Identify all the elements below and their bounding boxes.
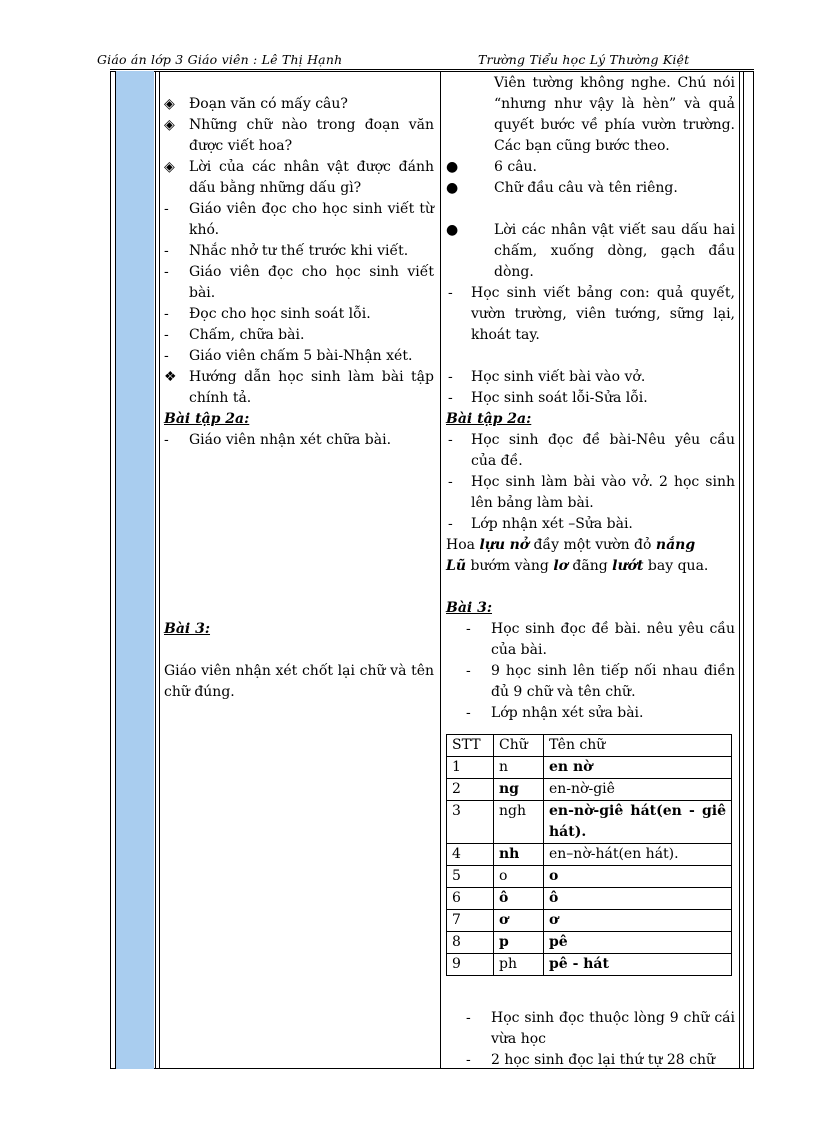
table-cell: 1 (447, 757, 494, 779)
table-row (447, 910, 732, 932)
list-item (446, 157, 735, 178)
dash-icon: - (164, 327, 169, 343)
table-cell: 7 (447, 910, 494, 932)
header-left: Giáo án lớp 3 Giáo viên : Lê Thị Hạnh (97, 52, 343, 67)
bullet-icon: ● (446, 180, 459, 196)
poem-emph: nắng (655, 537, 696, 553)
poem-emph: lướt (612, 558, 644, 574)
table-row (447, 801, 732, 844)
list-item-text: Giáo viên chấm 5 bài-Nhận xét. (189, 348, 413, 364)
diamond-icon: ◈ (164, 159, 175, 175)
table-cell: en–nờ-hát(en hát). (544, 844, 732, 866)
dash-icon: - (448, 516, 453, 532)
dash-icon: - (466, 663, 471, 679)
list-item (164, 346, 434, 367)
table-row (447, 888, 732, 910)
list-item (164, 430, 434, 451)
diamond-icon: ◈ (164, 96, 175, 112)
table-cell: ô (494, 888, 544, 910)
table-line (115, 71, 116, 1069)
list-item-text: Chấm, chữa bài. (189, 327, 305, 343)
list-item (164, 94, 434, 115)
list-item-text: Học sinh viết bảng con: quả quyết, vườn trường, viên tướng, sững lại, khoát tay. (471, 285, 735, 343)
table-cell: o (544, 866, 732, 888)
dash-icon: - (466, 621, 471, 637)
teacher-column (164, 73, 434, 703)
table-row (447, 954, 732, 976)
dash-icon: - (164, 432, 169, 448)
table-header-cell: Chữ (494, 735, 544, 757)
bullet-icon: ● (446, 159, 459, 175)
list-item (446, 1008, 735, 1050)
list-item (446, 178, 735, 199)
list-item (446, 220, 735, 283)
paragraph: Giáo viên nhận xét chốt lại chữ và tên chữ đúng. (164, 663, 434, 700)
table-row (447, 757, 732, 779)
section-heading: Bài 3: (446, 600, 493, 616)
dash-icon: - (448, 474, 453, 490)
table-cell: p (494, 932, 544, 954)
list-item-text: Học sinh soát lỗi-Sửa lỗi. (471, 390, 648, 406)
table-row (447, 866, 732, 888)
list-item (164, 304, 434, 325)
table-cell: en nờ (544, 757, 732, 779)
list-item-text: Giáo viên nhận xét chữa bài. (189, 432, 392, 448)
list-item (446, 661, 735, 703)
table-header-row (447, 735, 732, 757)
paragraph: Viên tường không nghe. Chú nói “nhưng như vậy là hèn” và quả quyết bước về phía vườn trường. Các bạn cũng bước theo. (494, 75, 735, 154)
list-item (446, 430, 735, 472)
table-line (440, 71, 441, 1069)
table-cell: ơ (494, 910, 544, 932)
list-item-text: Đọc cho học sinh soát lỗi. (189, 306, 371, 322)
list-item-text: Chữ đầu câu và tên riêng. (494, 180, 678, 196)
table-cell: o (494, 866, 544, 888)
table-cell: 9 (447, 954, 494, 976)
list-item-text: Giáo viên đọc cho học sinh viết bài. (189, 264, 434, 301)
list-item (164, 115, 434, 157)
list-item (164, 325, 434, 346)
list-item (446, 1050, 735, 1071)
table-cell: ơ (544, 910, 732, 932)
list-item-text: Đoạn văn có mấy câu? (189, 96, 348, 112)
table-cell: pê - hát (544, 954, 732, 976)
table-cell: 2 (447, 779, 494, 801)
poem-emph: nở (509, 537, 530, 553)
list-item (446, 388, 735, 409)
list-item (446, 283, 735, 346)
list-item-text: Lớp nhận xét sửa bài. (491, 705, 644, 721)
list-item (446, 367, 735, 388)
dash-icon: - (164, 348, 169, 364)
table-cell: en-nờ-giê (544, 779, 732, 801)
section-heading: Bài 3: (164, 621, 211, 637)
poem-emph: lơ (553, 558, 568, 574)
dash-icon: - (466, 1010, 471, 1026)
list-item (164, 367, 434, 409)
table-cell: en-nờ-giê hát(en - giê hát). (544, 801, 732, 844)
poem-text: đầy một vườn đỏ (529, 537, 656, 553)
dash-icon: - (448, 390, 453, 406)
list-item (164, 157, 434, 199)
dash-icon: - (448, 285, 453, 301)
list-item-text: Học sinh viết bài vào vở. (471, 369, 646, 385)
list-item-text: 2 học sinh đọc lại thứ tự 28 chữ (491, 1052, 716, 1068)
table-header-cell: Tên chữ (544, 735, 732, 757)
list-item-text: Học sinh làm bài vào vở. 2 học sinh lên bảng làm bài. (471, 474, 735, 511)
list-item (446, 619, 735, 661)
list-item-text: Những chữ nào trong đoạn văn được viết hoa? (189, 117, 434, 154)
list-item-text: Học sinh đọc thuộc lòng 9 chữ cái vừa học (491, 1010, 735, 1047)
table-cell: 3 (447, 801, 494, 844)
table-line (739, 71, 740, 1069)
list-item-text: Hướng dẫn học sinh làm bài tập chính tả. (189, 369, 434, 406)
student-column (446, 73, 735, 1071)
table-cell: n (494, 757, 544, 779)
poem-emph: lựu (479, 537, 506, 553)
table-cell: 5 (447, 866, 494, 888)
table-cell: pê (544, 932, 732, 954)
table-cell: ph (494, 954, 544, 976)
table-cell: ng (494, 779, 544, 801)
table-header-cell: STT (447, 735, 494, 757)
table-cell: ô (544, 888, 732, 910)
letter-table (446, 734, 732, 976)
bullet-icon: ● (446, 222, 459, 238)
dash-icon: - (448, 432, 453, 448)
poem-text: đãng (567, 558, 613, 574)
table-line (155, 71, 156, 1069)
list-item (446, 472, 735, 514)
poem-line-2 (446, 556, 735, 577)
dash-icon: - (164, 264, 169, 280)
table-row (447, 844, 732, 866)
diamond-icon: ◈ (164, 117, 175, 133)
section-heading: Bài tập 2a: (164, 411, 250, 427)
list-item (164, 262, 434, 304)
table-cell: ngh (494, 801, 544, 844)
dash-icon: - (466, 705, 471, 721)
list-item-text: 9 học sinh lên tiếp nối nhau điền đủ 9 chữ và tên chữ. (491, 663, 735, 700)
list-item-text: Nhắc nhở tư thế trước khi viết. (189, 243, 409, 259)
poem-line-1 (446, 535, 735, 556)
poem-text: bướm vàng (466, 558, 554, 574)
section-heading: Bài tập 2a: (446, 411, 532, 427)
list-item-text: 6 câu. (494, 159, 538, 175)
list-item (446, 703, 735, 724)
dash-icon: - (164, 243, 169, 259)
table-line (743, 71, 744, 1069)
list-item (164, 199, 434, 241)
dash-icon: - (164, 201, 169, 217)
poem-emph: Lũ (446, 558, 467, 574)
star-icon: ❖ (164, 369, 177, 385)
blue-margin-column (116, 71, 154, 1069)
list-item-text: Lời của các nhân vật được đánh dấu bằng những dấu gì? (189, 159, 434, 196)
list-item-text: Lớp nhận xét –Sửa bài. (471, 516, 633, 532)
list-item-text: Giáo viên đọc cho học sinh viết từ khó. (189, 201, 434, 238)
table-cell: 6 (447, 888, 494, 910)
list-item-text: Lời các nhân vật viết sau dấu hai chấm, xuống dòng, gạch đầu dòng. (494, 222, 735, 280)
list-item-text: Học sinh đọc đề bài. nêu yêu cầu của bài. (491, 621, 735, 658)
dash-icon: - (466, 1052, 471, 1068)
list-item-text: Học sinh đọc đề bài-Nêu yêu cầu của đề. (471, 432, 735, 469)
table-cell: 8 (447, 932, 494, 954)
table-row (447, 779, 732, 801)
poem-text: Hoa (446, 537, 480, 553)
header-right: Trường Tiểu học Lý Thường Kiệt (478, 52, 690, 67)
table-line (159, 71, 160, 1069)
table-row (447, 932, 732, 954)
table-cell: nh (494, 844, 544, 866)
poem-text: bay qua. (643, 558, 709, 574)
header-rule (110, 69, 754, 70)
list-item (164, 241, 434, 262)
table-cell: 4 (447, 844, 494, 866)
dash-icon: - (164, 306, 169, 322)
dash-icon: - (448, 369, 453, 385)
list-item (446, 514, 735, 535)
